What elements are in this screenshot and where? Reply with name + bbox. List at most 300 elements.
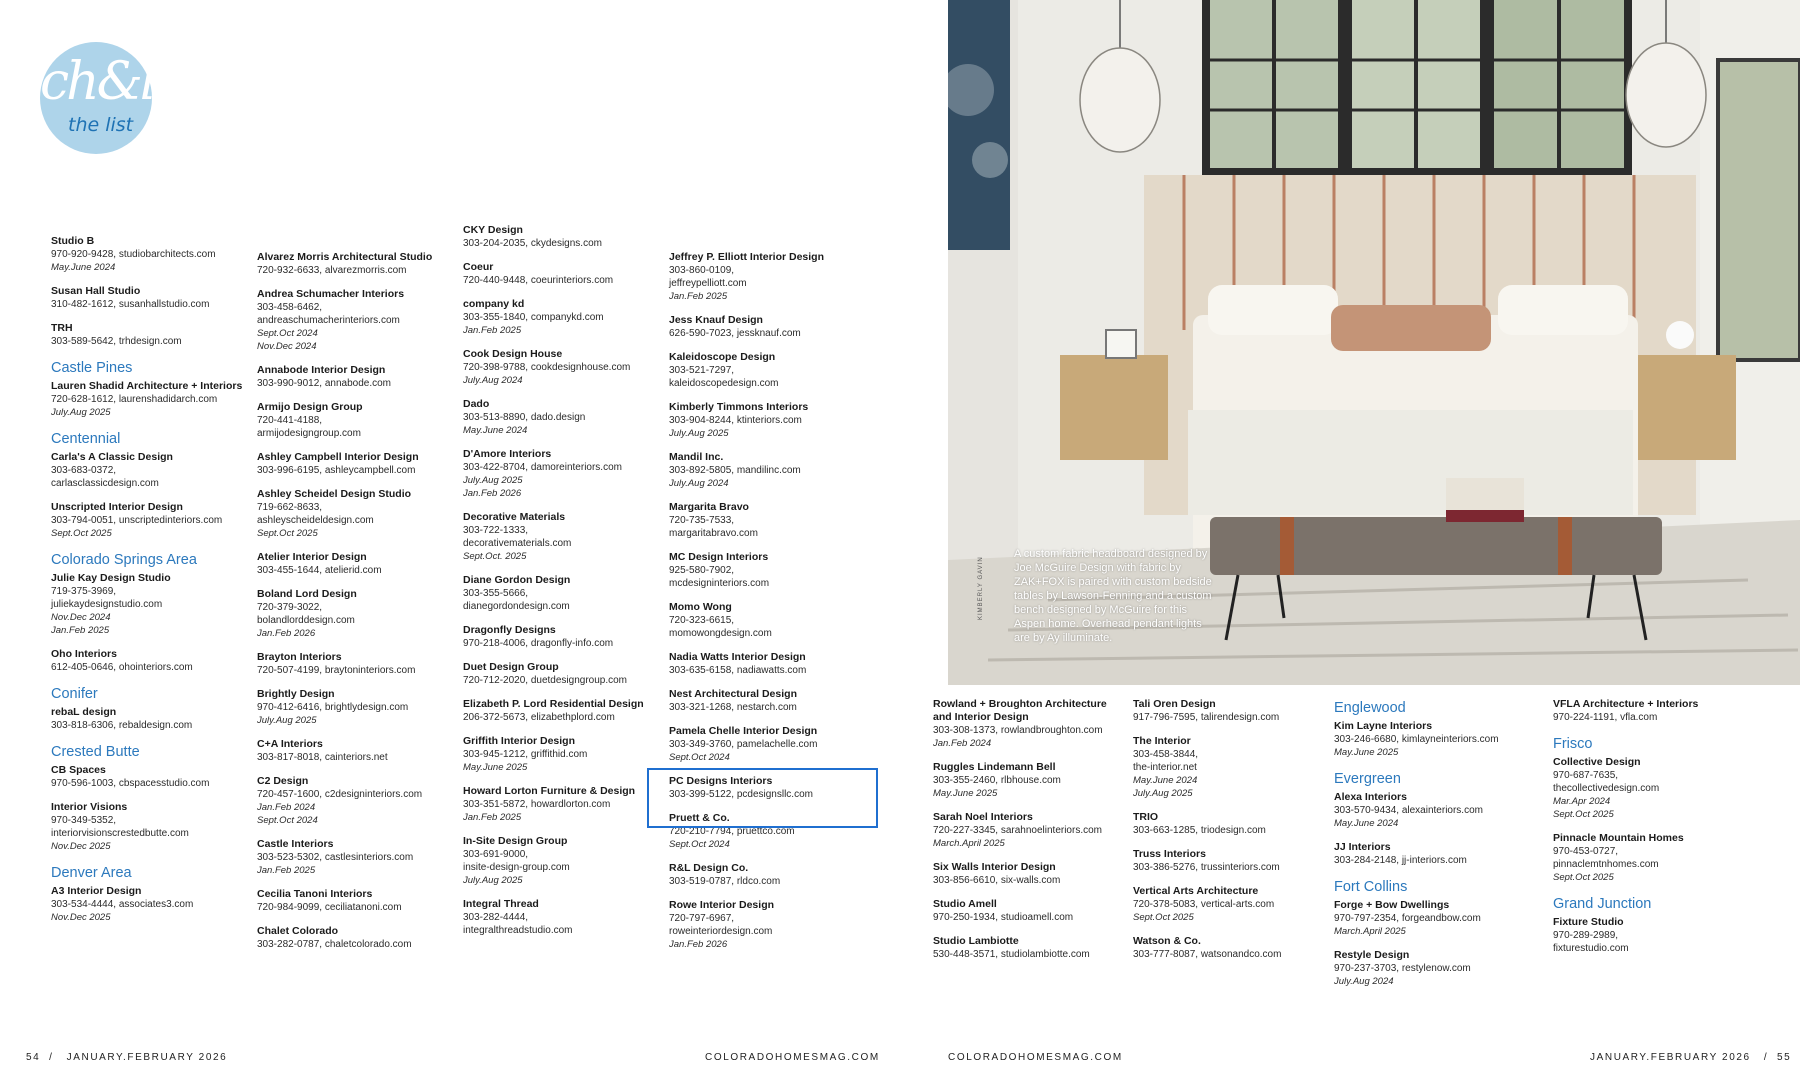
directory-entry: [933, 898, 1129, 924]
designer-name: Duet Design Group: [463, 661, 559, 673]
page-number-right: 55: [1777, 1052, 1792, 1063]
designer-name: C+A Interiors: [257, 738, 323, 750]
contact-info: 303-246-6680, kimlayneinteriors.com: [1334, 734, 1499, 745]
designer-name: Fixture Studio: [1553, 916, 1624, 928]
contact-info: 303-663-1285, triodesign.com: [1133, 825, 1266, 836]
directory-entry: [257, 288, 453, 353]
contact-info: 303-945-1212, griffithid.com: [463, 749, 588, 760]
directory-column-6: [1133, 698, 1329, 972]
issue-date-left: JANUARY.FEBRUARY 2026: [66, 1052, 228, 1063]
contact-info: 719-662-8633,: [257, 502, 323, 513]
contact-info: 303-818-6306, rebaldesign.com: [51, 720, 193, 731]
directory-entry: [669, 601, 865, 640]
contact-info: 303-996-6195, ashleycampbell.com: [257, 465, 416, 476]
contact-info: 530-448-3571, studiolambiotte.com: [933, 949, 1090, 960]
designer-name: Kimberly Timmons Interiors: [669, 401, 809, 413]
directory-entry: [257, 775, 453, 827]
contact-info: 303-399-5122, pcdesignsllc.com: [669, 789, 813, 800]
directory-entry: [669, 351, 865, 390]
featured-issue: Jan.Feb 2025: [463, 325, 522, 336]
contact-info: 970-237-3703, restylenow.com: [1334, 963, 1471, 974]
contact-info: 720-735-7533,: [669, 515, 735, 526]
designer-name: Boland Lord Design: [257, 588, 357, 600]
contact-info: insite-design-group.com: [463, 862, 570, 873]
contact-info: 303-282-0787, chaletcolorado.com: [257, 939, 412, 950]
directory-entry: [257, 738, 453, 764]
bedroom-photo: [948, 0, 1800, 685]
contact-info: carlasclassicdesign.com: [51, 478, 159, 489]
designer-name-cont: and Interior Design: [933, 711, 1029, 723]
designer-name: Griffith Interior Design: [463, 735, 576, 747]
designer-name: PC Designs Interiors: [669, 775, 773, 787]
contact-info: 303-892-5805, mandilinc.com: [669, 465, 801, 476]
featured-issue: May.June 2024: [463, 425, 528, 436]
featured-issue: March.April 2025: [1334, 926, 1406, 937]
contact-info: 303-458-3844,: [1133, 749, 1199, 760]
designer-name: D'Amore Interiors: [463, 448, 552, 460]
contact-info: 303-321-1268, nestarch.com: [669, 702, 797, 713]
contact-info: pinnaclemtnhomes.com: [1553, 859, 1659, 870]
featured-issue: July.Aug 2024: [463, 375, 523, 386]
designer-name: Restyle Design: [1334, 949, 1410, 961]
designer-name: Diane Gordon Design: [463, 574, 571, 586]
featured-issue: July.Aug 2025: [51, 407, 111, 418]
contact-info: fixturestudio.com: [1553, 943, 1629, 954]
directory-entry: [463, 348, 659, 387]
designer-name: Forge + Bow Dwellings: [1334, 899, 1450, 911]
featured-issue: Jan.Feb 2024: [933, 738, 992, 749]
directory-entry: [669, 251, 865, 303]
contact-info: 970-412-6416, brightlydesign.com: [257, 702, 409, 713]
location-heading: Crested Butte: [51, 744, 140, 760]
designer-name: Cecilia Tanoni Interiors: [257, 888, 373, 900]
folio-left: [26, 1052, 227, 1063]
contact-info: juliekaydesignstudio.com: [51, 599, 163, 610]
directory-entry: [1133, 885, 1329, 924]
contact-info: 303-523-5302, castlesinteriors.com: [257, 852, 414, 863]
featured-issue: Sept.Oct 2024: [257, 328, 318, 339]
designer-name: Andrea Schumacher Interiors: [257, 288, 405, 300]
contact-info: 720-398-9788, cookdesignhouse.com: [463, 362, 631, 373]
designer-name: Pinnacle Mountain Homes: [1553, 832, 1684, 844]
designer-name: Brayton Interiors: [257, 651, 342, 663]
directory-entry: [669, 551, 865, 590]
contact-info: 720-932-6633, alvarezmorris.com: [257, 265, 407, 276]
featured-issue: Sept.Oct 2025: [1553, 872, 1614, 883]
issue-date-right: JANUARY.FEBRUARY 2026: [1590, 1052, 1751, 1063]
directory-entry: [669, 314, 865, 340]
directory-entry: [257, 451, 453, 477]
contact-info: 970-349-5352,: [51, 815, 117, 826]
location-heading: Grand Junction: [1553, 896, 1652, 912]
directory-entry: [1553, 832, 1749, 884]
photo-credit: KIMBERLY GAVIN: [978, 556, 984, 620]
featured-issue: Nov.Dec 2025: [51, 912, 111, 923]
contact-info: 303-534-4444, associates3.com: [51, 899, 194, 910]
designer-name: The Interior: [1133, 735, 1191, 747]
directory-entry: [669, 651, 865, 677]
directory-column-3: [463, 224, 659, 948]
contact-info: 970-289-2989,: [1553, 930, 1619, 941]
contact-info: integralthreadstudio.com: [463, 925, 573, 936]
designer-name: TRIO: [1133, 811, 1159, 823]
featured-issue: May.June 2025: [933, 788, 998, 799]
page-number-left: 54: [26, 1052, 41, 1063]
designer-name: Nest Architectural Design: [669, 688, 797, 700]
logo-mark: ch&l: [40, 52, 154, 112]
contact-info: 303-904-8244, ktinteriors.com: [669, 415, 802, 426]
featured-issue: July.Aug 2025: [463, 475, 523, 486]
directory-entry: [669, 501, 865, 540]
designer-name: Coeur: [463, 261, 494, 273]
directory-entry: [463, 898, 659, 937]
contact-info: 970-920-9428, studiobarchitects.com: [51, 249, 216, 260]
designer-name: Decorative Materials: [463, 511, 566, 523]
contact-info: thecollectivedesign.com: [1553, 783, 1660, 794]
directory-entry: [51, 572, 247, 637]
featured-issue: Mar.Apr 2024: [1553, 796, 1611, 807]
location-heading: Castle Pines: [51, 360, 133, 376]
featured-issue: Sept.Oct 2024: [257, 815, 318, 826]
designer-name: rebaL design: [51, 706, 117, 718]
contact-info: 303-386-5276, trussinteriors.com: [1133, 862, 1280, 873]
contact-info: 303-351-5872, howardlorton.com: [463, 799, 611, 810]
contact-info: 970-687-7635,: [1553, 770, 1619, 781]
directory-entry: [463, 698, 659, 724]
designer-name: Armijo Design Group: [257, 401, 363, 413]
location-heading: Englewood: [1334, 700, 1406, 716]
designer-name: Ashley Campbell Interior Design: [257, 451, 419, 463]
contact-info: 720-628-1612, laurenshadidarch.com: [51, 394, 218, 405]
designer-name: TRH: [51, 322, 73, 334]
contact-info: 925-580-7902,: [669, 565, 735, 576]
featured-issue: May.June 2024: [1334, 818, 1399, 829]
featured-issue: Nov.Dec 2024: [257, 341, 317, 352]
designer-name: Julie Kay Design Studio: [51, 572, 171, 584]
featured-issue: Sept.Oct. 2025: [463, 551, 527, 562]
featured-issue: Sept.Oct 2025: [1133, 912, 1194, 923]
directory-entry: [51, 380, 247, 419]
designer-name: Unscripted Interior Design: [51, 501, 183, 513]
contact-info: 303-455-1644, atelierid.com: [257, 565, 382, 576]
directory-entry: [51, 285, 247, 311]
designer-name: MC Design Interiors: [669, 551, 769, 563]
designer-name: Susan Hall Studio: [51, 285, 141, 297]
designer-name: Dado: [463, 398, 490, 410]
designer-name: Watson & Co.: [1133, 935, 1201, 947]
designer-name: Vertical Arts Architecture: [1133, 885, 1259, 897]
directory-entry: [257, 488, 453, 540]
contact-info: 720-379-3022,: [257, 602, 323, 613]
designer-name: Collective Design: [1553, 756, 1641, 768]
directory-entry: [669, 401, 865, 440]
designer-name: Studio B: [51, 235, 95, 247]
contact-info: 303-349-3760, pamelachelle.com: [669, 739, 818, 750]
directory-entry: [51, 764, 247, 790]
designer-name: Rowland + Broughton Architecture: [933, 698, 1107, 710]
directory-entry: [1133, 811, 1329, 837]
directory-entry: [463, 261, 659, 287]
contact-info: momowongdesign.com: [669, 628, 772, 639]
location-heading: Colorado Springs Area: [51, 552, 197, 568]
directory-column-8: [1553, 698, 1749, 966]
directory-entry: [257, 588, 453, 640]
directory-entry: [463, 448, 659, 500]
contact-info: 303-422-8704, damoreinteriors.com: [463, 462, 622, 473]
contact-info: 303-683-0372,: [51, 465, 117, 476]
directory-entry: [51, 648, 247, 674]
location-heading: Denver Area: [51, 865, 132, 881]
directory-entry: [463, 661, 659, 687]
contact-info: interiorvisionscrestedbutte.com: [51, 828, 189, 839]
featured-issue: Sept.Oct 2025: [257, 528, 318, 539]
contact-info: 303-691-9000,: [463, 849, 529, 860]
directory-entry: [51, 801, 247, 853]
designer-name: C2 Design: [257, 775, 309, 787]
contact-info: 720-984-9099, ceciliatanoni.com: [257, 902, 402, 913]
featured-issue: May.June 2025: [1334, 747, 1399, 758]
contact-info: 310-482-1612, susanhallstudio.com: [51, 299, 210, 310]
directory-entry: [1334, 899, 1530, 938]
contact-info: 303-777-8087, watsonandco.com: [1133, 949, 1282, 960]
location-heading: Fort Collins: [1334, 879, 1408, 895]
featured-issue: July.Aug 2025: [257, 715, 317, 726]
directory-column-4: [669, 251, 865, 962]
featured-issue: Jan.Feb 2025: [257, 865, 316, 876]
directory-entry: [257, 688, 453, 727]
featured-issue: May.June 2024: [51, 262, 116, 273]
contact-info: ashleyscheideldesign.com: [257, 515, 374, 526]
directory-entry: [933, 698, 1129, 750]
folio-separator: /: [1755, 1052, 1773, 1063]
contact-info: 970-218-4006, dragonfly-info.com: [463, 638, 614, 649]
featured-issue: Jan.Feb 2024: [257, 802, 316, 813]
designer-name: Carla's A Classic Design: [51, 451, 173, 463]
contact-info: andreaschumacherinteriors.com: [257, 315, 400, 326]
directory-entry: [1553, 756, 1749, 821]
directory-entry: [463, 298, 659, 337]
designer-name: Elizabeth P. Lord Residential Design: [463, 698, 644, 710]
directory-entry: [933, 761, 1129, 800]
featured-issue: July.Aug 2025: [669, 428, 729, 439]
designer-name: Jeffrey P. Elliott Interior Design: [669, 251, 825, 263]
directory-entry: [257, 888, 453, 914]
directory-entry: [669, 899, 865, 951]
contact-info: 303-282-4444,: [463, 912, 529, 923]
contact-info: 303-722-1333,: [463, 525, 529, 536]
contact-info: 303-860-0109,: [669, 265, 735, 276]
directory-entry: [257, 401, 453, 440]
highlight-box: [647, 768, 878, 828]
designer-name: Oho Interiors: [51, 648, 117, 660]
designer-name: Chalet Colorado: [257, 925, 339, 937]
contact-info: decorativematerials.com: [463, 538, 572, 549]
directory-entry: [1334, 949, 1530, 988]
directory-entry: [257, 838, 453, 877]
designer-name: Ruggles Lindemann Bell: [933, 761, 1056, 773]
contact-info: 303-355-1840, companykd.com: [463, 312, 604, 323]
featured-issue: Jan.Feb 2025: [669, 291, 728, 302]
directory-entry: [669, 688, 865, 714]
designer-name: Kim Layne Interiors: [1334, 720, 1433, 732]
designer-name: In-Site Design Group: [463, 835, 568, 847]
directory-entry: [257, 651, 453, 677]
featured-issue: July.Aug 2024: [1334, 976, 1394, 987]
contact-info: 303-355-2460, rlbhouse.com: [933, 775, 1061, 786]
directory-entry: [1334, 720, 1530, 759]
contact-info: 303-817-8018, cainteriors.net: [257, 752, 388, 763]
featured-issue: Nov.Dec 2025: [51, 841, 111, 852]
featured-issue: July.Aug 2025: [463, 875, 523, 886]
featured-issue: Sept.Oct 2024: [669, 839, 730, 850]
contact-info: 303-521-7297,: [669, 365, 735, 376]
contact-info: 720-210-7794, pruettco.com: [669, 826, 795, 837]
directory-entry: [463, 574, 659, 613]
directory-entry: [1553, 916, 1749, 955]
contact-info: 303-519-0787, rldco.com: [669, 876, 781, 887]
website-right: COLORADOHOMESMAG.COM: [948, 1052, 1123, 1063]
folio-separator: /: [44, 1052, 63, 1063]
featured-issue: Jan.Feb 2026: [463, 488, 522, 499]
contact-info: 720-440-9448, coeurinteriors.com: [463, 275, 614, 286]
directory-entry: [51, 706, 247, 732]
directory-entry: [933, 811, 1129, 850]
directory-entry: [933, 935, 1129, 961]
featured-issue: Jan.Feb 2025: [463, 812, 522, 823]
directory-entry: [1334, 841, 1530, 867]
designer-name: Alvarez Morris Architectural Studio: [257, 251, 433, 263]
contact-info: 917-796-7595, talirendesign.com: [1133, 712, 1280, 723]
designer-name: CKY Design: [463, 224, 523, 236]
directory-entry: [463, 398, 659, 437]
designer-name: Nadia Watts Interior Design: [669, 651, 806, 663]
designer-name: Interior Visions: [51, 801, 128, 813]
magazine-logo: [40, 42, 152, 154]
directory-entry: [463, 511, 659, 563]
directory-entry: [669, 451, 865, 490]
contact-info: 303-589-5642, trhdesign.com: [51, 336, 182, 347]
featured-issue: May.June 2024: [1133, 775, 1198, 786]
designer-name: VFLA Architecture + Interiors: [1553, 698, 1699, 710]
contact-info: 626-590-7023, jessknauf.com: [669, 328, 801, 339]
directory-entry: [51, 322, 247, 348]
directory-entry: [669, 862, 865, 888]
contact-info: 720-457-1600, c2designinteriors.com: [257, 789, 423, 800]
directory-entry: [51, 885, 247, 924]
directory-entry: [463, 835, 659, 887]
designer-name: Mandil Inc.: [669, 451, 724, 463]
directory-entry: [1553, 698, 1749, 724]
designer-name: Ashley Scheidel Design Studio: [257, 488, 412, 500]
contact-info: 720-378-5083, vertical-arts.com: [1133, 899, 1275, 910]
designer-name: Howard Lorton Furniture & Design: [463, 785, 636, 797]
designer-name: Studio Amell: [933, 898, 997, 910]
designer-name: Integral Thread: [463, 898, 539, 910]
location-heading: Evergreen: [1334, 771, 1401, 787]
directory-entry: [1133, 698, 1329, 724]
designer-name: Momo Wong: [669, 601, 732, 613]
contact-info: 970-596-1003, cbspacesstudio.com: [51, 778, 210, 789]
contact-info: 970-453-0727,: [1553, 846, 1619, 857]
directory-entry: [933, 861, 1129, 887]
designer-name: Dragonfly Designs: [463, 624, 556, 636]
contact-info: 303-204-2035, ckydesigns.com: [463, 238, 602, 249]
contact-info: 303-284-2148, jj-interiors.com: [1334, 855, 1467, 866]
featured-issue: Nov.Dec 2024: [51, 612, 111, 623]
contact-info: 720-507-4199, braytoninteriors.com: [257, 665, 416, 676]
designer-name: Castle Interiors: [257, 838, 334, 850]
directory-entry: [51, 451, 247, 490]
contact-info: 720-797-6967,: [669, 913, 735, 924]
directory-column-1: [51, 235, 247, 935]
directory-entry: [463, 785, 659, 824]
designer-name: Tali Oren Design: [1133, 698, 1216, 710]
location-heading: Frisco: [1553, 736, 1593, 752]
directory-entry: [51, 235, 247, 274]
contact-info: 970-250-1934, studioamell.com: [933, 912, 1074, 923]
contact-info: 970-224-1191, vfla.com: [1553, 712, 1658, 723]
designer-name: Rowe Interior Design: [669, 899, 775, 911]
contact-info: jeffreypelliott.com: [669, 278, 747, 289]
contact-info: 206-372-5673, elizabethplord.com: [463, 712, 615, 723]
featured-issue: Sept.Oct 2024: [669, 752, 730, 763]
contact-info: 303-635-6158, nadiawatts.com: [669, 665, 807, 676]
contact-info: kaleidoscopedesign.com: [669, 378, 779, 389]
directory-entry: [257, 925, 453, 951]
designer-name: Margarita Bravo: [669, 501, 749, 513]
designer-name: Cook Design House: [463, 348, 563, 360]
contact-info: 720-712-2020, duetdesigngroup.com: [463, 675, 628, 686]
location-heading: Centennial: [51, 431, 121, 447]
designer-name: Pruett & Co.: [669, 812, 730, 824]
designer-name: JJ Interiors: [1334, 841, 1391, 853]
directory-entry: [463, 735, 659, 774]
contact-info: armijodesigngroup.com: [257, 428, 361, 439]
designer-name: Lauren Shadid Architecture + Interiors: [51, 380, 243, 392]
location-heading: Conifer: [51, 686, 98, 702]
designer-name: Jess Knauf Design: [669, 314, 763, 326]
website-left: COLORADOHOMESMAG.COM: [705, 1052, 880, 1063]
folio-right: [1590, 1052, 1791, 1063]
directory-entry: [1133, 735, 1329, 800]
designer-name: R&L Design Co.: [669, 862, 749, 874]
featured-issue: May.June 2025: [463, 762, 528, 773]
designer-name: Sarah Noel Interiors: [933, 811, 1033, 823]
contact-info: 303-513-8890, dado.design: [463, 412, 586, 423]
contact-info: 303-458-6462,: [257, 302, 323, 313]
designer-name: Studio Lambiotte: [933, 935, 1019, 947]
designer-name: Brightly Design: [257, 688, 335, 700]
designer-name: Atelier Interior Design: [257, 551, 367, 563]
designer-name: Alexa Interiors: [1334, 791, 1407, 803]
featured-issue: Sept.Oct 2025: [51, 528, 112, 539]
directory-entry: [257, 251, 453, 277]
photo-caption: A custom fabric headboard designed by Joe McGuire Design with fabric by ZAK+FOX is paired with custom bedside tables by Lawson-Fenning and a custom bench designed by McGuire for this Aspen home. Overhead pendant lights are by Ay illuminate.: [1014, 548, 1212, 644]
directory-entry: [669, 725, 865, 764]
contact-info: 720-323-6615,: [669, 615, 735, 626]
contact-info: bolandlorddesign.com: [257, 615, 355, 626]
contact-info: the-interior.net: [1133, 762, 1197, 773]
featured-issue: Jan.Feb 2026: [669, 939, 728, 950]
directory-entry: [257, 364, 453, 390]
designer-name: Annabode Interior Design: [257, 364, 386, 376]
contact-info: margaritabravo.com: [669, 528, 758, 539]
logo-subtitle: the list: [68, 114, 134, 136]
contact-info: 719-375-3969,: [51, 586, 117, 597]
designer-name: Kaleidoscope Design: [669, 351, 776, 363]
contact-info: 303-570-9434, alexainteriors.com: [1334, 805, 1483, 816]
directory-column-5: [933, 698, 1129, 972]
